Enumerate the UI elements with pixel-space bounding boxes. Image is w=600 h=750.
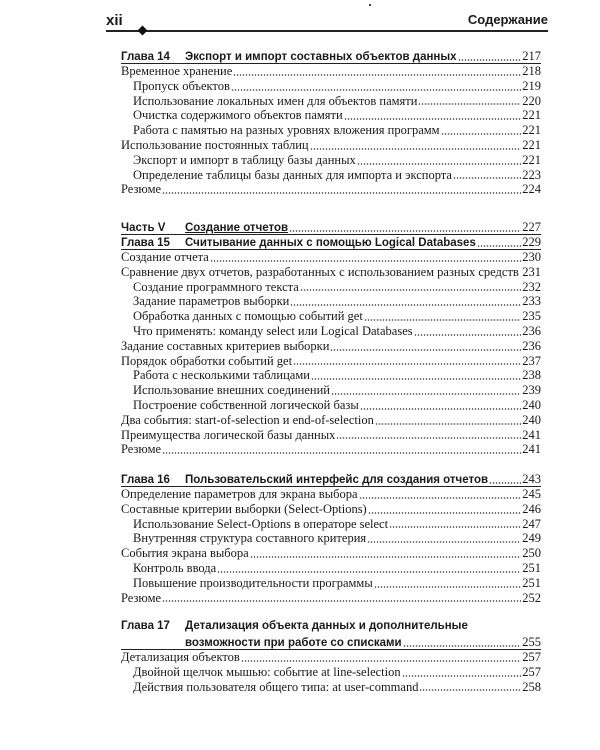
dot-leader [162, 452, 521, 454]
toc-title-text: Экспорт и импорт в таблицу базы данных [133, 152, 356, 167]
toc-title [121, 354, 292, 369]
dot-leader [293, 363, 521, 365]
page-ref: 251 [522, 560, 541, 575]
toc-title-text: Сравнение двух отчетов, разработанных с использованием разных средств [121, 264, 519, 279]
page-ref: 250 [522, 546, 541, 561]
toc-title-text: Использование локальных имен для объектов памяти [133, 93, 418, 108]
toc-entry [121, 265, 541, 280]
toc-title [121, 237, 476, 249]
toc-title [121, 665, 401, 680]
page-ref: 220 [522, 93, 541, 108]
heading-underline [121, 486, 541, 487]
toc-heading [121, 220, 541, 235]
toc-title-text: Резюме [121, 182, 162, 197]
page-ref: 223 [522, 167, 541, 182]
toc-entry [121, 153, 541, 168]
toc-title [121, 368, 310, 383]
dot-leader [402, 675, 522, 677]
toc-title-text: Детализация объекта данных и дополнительные [185, 620, 468, 632]
toc-title-text: Обработка данных с помощью событий get [133, 309, 363, 324]
toc-title-text: Использование постоянных таблиц [121, 137, 309, 152]
page-ref: 246 [522, 501, 541, 516]
toc-title [121, 474, 488, 486]
toc-entry [121, 138, 541, 153]
toc-entry [121, 354, 541, 369]
dot-leader [162, 192, 521, 194]
page-ref: 255 [522, 635, 541, 649]
dot-leader [375, 423, 521, 425]
dot-leader [310, 148, 522, 150]
page-ref: 237 [522, 353, 541, 368]
toc-title-text: Использование Select-Options в операторе select [133, 516, 389, 531]
page-ref: 258 [522, 679, 541, 694]
heading-underline [121, 649, 541, 650]
toc-title [121, 280, 299, 295]
page-ref: 240 [522, 397, 541, 412]
dot-leader [233, 74, 521, 76]
toc-title-text: Пользовательский интерфейс для создания отчетов [185, 474, 489, 486]
diamond-ornament-icon [138, 26, 148, 36]
toc-title-text: Действия пользователя общего типа: at user-command [133, 679, 419, 694]
toc-entry [121, 250, 541, 265]
dot-leader [368, 512, 522, 514]
toc-entry [121, 123, 541, 138]
toc-title [121, 413, 374, 428]
toc-heading [121, 472, 541, 487]
toc-title-text: Экспорт и импорт составных объектов данных [185, 51, 457, 63]
toc-title-text: Пропуск объектов [133, 78, 230, 93]
toc-title [121, 398, 359, 413]
toc-entry [121, 442, 541, 457]
toc-chapter-17 [121, 620, 541, 694]
dot-leader [477, 245, 521, 247]
page-ref: 221 [522, 152, 541, 167]
dot-leader [374, 586, 522, 588]
toc-entry [121, 413, 541, 428]
page-ref: 251 [522, 575, 541, 590]
toc-title-text: Задание параметров выборки [133, 294, 290, 309]
toc-title-text: Работа с несколькими таблицами [133, 368, 310, 383]
toc-title [121, 531, 366, 546]
page-ref: 245 [522, 487, 541, 501]
dot-leader [311, 378, 521, 380]
page-ref: 236 [522, 323, 541, 338]
toc-title-text: Порядок обработки событий get [121, 353, 293, 368]
toc-title [121, 339, 329, 354]
dot-leader [364, 319, 521, 321]
page-ref: 221 [522, 108, 541, 123]
toc-title-text: Создание отчетов [185, 222, 289, 234]
toc-title-text: Построение собственной логической базы [133, 397, 359, 412]
toc-title-text: Резюме [121, 590, 162, 605]
dot-leader [210, 260, 521, 262]
toc-title [121, 576, 373, 591]
toc-title-text: Использование внешних соединений [133, 383, 330, 398]
page-ref: 249 [522, 531, 541, 546]
toc-title [121, 428, 335, 443]
dot-leader [290, 304, 521, 306]
dot-leader [441, 133, 522, 135]
toc-title-text: Определение параметров для экрана выбора [121, 487, 358, 501]
dot-leader [458, 59, 522, 61]
heading-underline [121, 63, 541, 64]
page-ref: 229 [522, 235, 541, 249]
header-rule [106, 30, 548, 32]
toc-label: Глава 15 [121, 237, 170, 249]
toc-entry [121, 309, 541, 324]
toc-entry [121, 368, 541, 383]
dot-leader [414, 334, 522, 336]
dot-leader [336, 437, 521, 439]
toc-title-text: События экрана выбора [121, 546, 249, 561]
page-ref: 252 [522, 590, 541, 605]
toc-entry [121, 591, 541, 606]
page-ref: 240 [522, 412, 541, 427]
dot-leader [217, 571, 521, 573]
dot-leader [162, 600, 521, 602]
page-ref: 221 [522, 137, 541, 152]
toc-heading [121, 235, 541, 250]
dot-leader [344, 118, 522, 120]
page-ref: 233 [522, 294, 541, 309]
toc-title [121, 637, 402, 649]
toc-title [121, 153, 356, 168]
toc-title-text: Создание отчета [121, 250, 209, 264]
toc-title [121, 442, 161, 457]
page-ref: 224 [522, 182, 541, 197]
page-ref: 221 [522, 123, 541, 138]
toc-title-text: Преимущества логической базы данных [121, 427, 336, 442]
page-ref: 218 [522, 64, 541, 78]
dot-leader [403, 645, 522, 647]
toc-entry [121, 294, 541, 309]
page-ref: 241 [522, 442, 541, 457]
toc-title [121, 94, 417, 109]
toc-title [121, 51, 457, 63]
toc-entry [121, 576, 541, 591]
page-ref: 247 [522, 516, 541, 531]
toc-entry [121, 79, 541, 94]
toc-title [121, 324, 413, 339]
toc-title-text: Внутренняя структура составного критерия [133, 531, 367, 546]
dot-leader [419, 689, 521, 691]
speck [369, 4, 371, 6]
page-ref: 239 [522, 383, 541, 398]
toc-title [121, 222, 288, 234]
toc-label: Часть V [121, 222, 166, 234]
dot-leader [241, 660, 521, 662]
toc-title-text: Два события: start-of-selection и end-of-selection [121, 412, 374, 427]
toc-entry [121, 517, 541, 532]
toc-title-text: Очистка содержимого объектов памяти [133, 108, 343, 123]
page-ref: 217 [522, 49, 541, 63]
page-ref: 219 [522, 78, 541, 93]
toc-chapter-16 [121, 472, 541, 605]
toc-title [121, 79, 230, 94]
toc-title-text: Составные критерии выборки (Select-Options) [121, 501, 367, 516]
toc-title [121, 265, 519, 280]
toc-title [121, 250, 209, 265]
toc-entry [121, 182, 541, 197]
toc-entry [121, 502, 541, 517]
toc-entry [121, 108, 541, 123]
toc-entry [121, 64, 541, 79]
toc-title [121, 138, 309, 153]
toc-entry [121, 531, 541, 546]
page-ref: 230 [522, 250, 541, 264]
dot-leader [389, 526, 521, 528]
toc-title [121, 108, 343, 123]
toc-title [121, 502, 367, 517]
toc-entry [121, 561, 541, 576]
toc-title-text: Определение таблицы базы данных для импорта и экспорта [133, 167, 452, 182]
dot-leader [359, 497, 522, 499]
page-ref: 257 [522, 650, 541, 664]
toc-title-text: Повышение производительности программы [133, 575, 373, 590]
toc-title-text: возможности при работе со списками [185, 637, 402, 649]
toc-part-5-chapter-15 [121, 220, 541, 457]
toc-heading [121, 635, 541, 650]
toc-title [121, 561, 216, 576]
toc-heading [121, 49, 541, 64]
toc-title [121, 123, 440, 138]
toc-title-text: Что применять: команду select или Logical Databases [133, 323, 413, 338]
running-title: Содержание [467, 12, 548, 27]
toc-entry [121, 428, 541, 443]
toc-title-text: Временное хранение [121, 64, 233, 78]
toc-title [121, 64, 232, 79]
toc-title [121, 294, 289, 309]
toc-title-text: Создание программного текста [133, 279, 299, 294]
toc-entry [121, 398, 541, 413]
dot-leader [357, 163, 522, 165]
toc-entry [121, 680, 541, 695]
toc-label: Глава 16 [121, 474, 170, 486]
toc-title [121, 168, 452, 183]
dot-leader [453, 177, 521, 179]
toc-entry [121, 280, 541, 295]
page-number: xii [106, 12, 123, 29]
page-ref: 235 [522, 309, 541, 324]
toc-entry [121, 94, 541, 109]
toc-title [121, 620, 468, 632]
page-ref: 238 [522, 368, 541, 383]
dot-leader [489, 482, 521, 484]
toc-entry [121, 665, 541, 680]
toc-title-text: Считывание данных с помощью Logical Databases [185, 237, 476, 249]
toc-title [121, 309, 363, 324]
dot-leader [250, 556, 522, 558]
toc-title [121, 383, 330, 398]
heading-underline [121, 234, 541, 235]
page-ref: 241 [522, 427, 541, 442]
toc-entry [121, 324, 541, 339]
page-ref: 231 [522, 264, 541, 279]
dot-leader [367, 541, 521, 543]
toc-entry [121, 383, 541, 398]
dot-leader [289, 230, 521, 232]
dot-leader [331, 393, 521, 395]
dot-leader [418, 103, 521, 105]
dot-leader [330, 349, 521, 351]
dot-leader [300, 289, 521, 291]
toc-entry [121, 546, 541, 561]
toc-title-text: Резюме [121, 442, 162, 457]
toc-label: Глава 17 [121, 620, 170, 632]
toc-title [121, 546, 249, 561]
toc-entry [121, 487, 541, 502]
toc-title-text: Задание составных критериев выборки [121, 338, 330, 353]
page-ref: 232 [522, 279, 541, 294]
toc-chapter-14 [121, 49, 541, 197]
page-ref: 257 [522, 664, 541, 679]
toc-title-text: Контроль ввода [133, 560, 217, 575]
page-ref: 236 [522, 338, 541, 353]
toc-title-text: Двойной щелчок мышью: событие at line-selection [133, 664, 401, 679]
toc-title [121, 680, 418, 695]
page-ref: 227 [522, 220, 541, 234]
toc-title [121, 487, 358, 502]
toc-title [121, 182, 161, 197]
toc-entry [121, 168, 541, 183]
toc-title [121, 650, 240, 665]
dot-leader [520, 275, 521, 277]
toc-title-text: Работа с памятью на разных уровнях вложения программ [133, 123, 440, 138]
heading-underline [121, 249, 541, 250]
toc-label: Глава 14 [121, 51, 170, 63]
toc-entry [121, 650, 541, 665]
toc-entry [121, 339, 541, 354]
toc-title-text: Детализация объектов [121, 650, 240, 664]
toc-title [121, 591, 161, 606]
page-ref: 243 [522, 472, 541, 486]
toc-heading [121, 620, 541, 635]
dot-leader [231, 89, 521, 91]
dot-leader [360, 408, 522, 410]
toc-title [121, 517, 388, 532]
